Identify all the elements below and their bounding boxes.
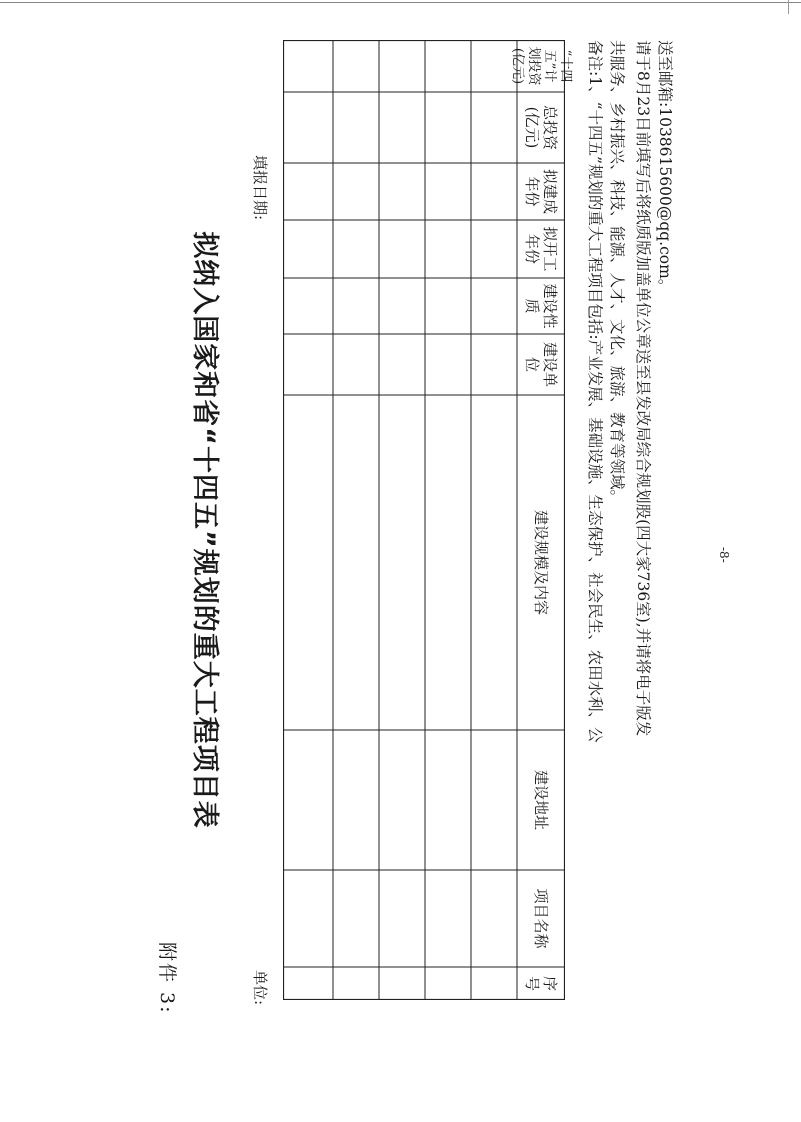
col-header-builder: 建设单位 bbox=[523, 341, 559, 387]
col-header-nature: 建设性质 bbox=[523, 283, 559, 329]
fill-date-label: 填报日期: bbox=[251, 155, 269, 221]
remark-email-line: 送至邮箱:1038615600@qq.com。 bbox=[656, 40, 674, 295]
col-header-address: 建设地址 bbox=[532, 769, 550, 830]
col-header-total-investment: 总投资(亿元) bbox=[523, 104, 559, 150]
project-table bbox=[283, 40, 573, 1000]
remark-line: 备注:1、“十四五”规划的重大工程项目包括:产业发展、基础设施、生态保护、社会民生、农田水利、公 bbox=[586, 40, 604, 743]
col-header-start-year: 拟开工年份 bbox=[523, 226, 559, 272]
col-header-plan-investment: “十四五”计划投资(亿元) bbox=[510, 46, 573, 86]
page-title: 拟纳入国家和省“十四五”规划的重大工程项目表 bbox=[189, 231, 220, 829]
col-header-finish-year: 拟建成年份 bbox=[523, 168, 559, 214]
col-header-scope: 建设规模及内容 bbox=[532, 509, 550, 615]
col-header-project-name: 项目名称 bbox=[532, 888, 550, 949]
col-header-index: 序号 bbox=[523, 975, 559, 991]
remark-line: 请于8月23日前填写后将纸质版加盖单位公章送至县发改局综合规划股(四大家736室),并请将电子版发 bbox=[634, 40, 652, 737]
attachment-label: 附件 3: bbox=[156, 942, 178, 1015]
remark-line: 共服务、乡村振兴、科技、能源、人才、文化、旅游、教育等领域。 bbox=[608, 40, 626, 506]
unit-label: 单位: bbox=[251, 970, 269, 1006]
page-number: -8- bbox=[717, 547, 731, 563]
